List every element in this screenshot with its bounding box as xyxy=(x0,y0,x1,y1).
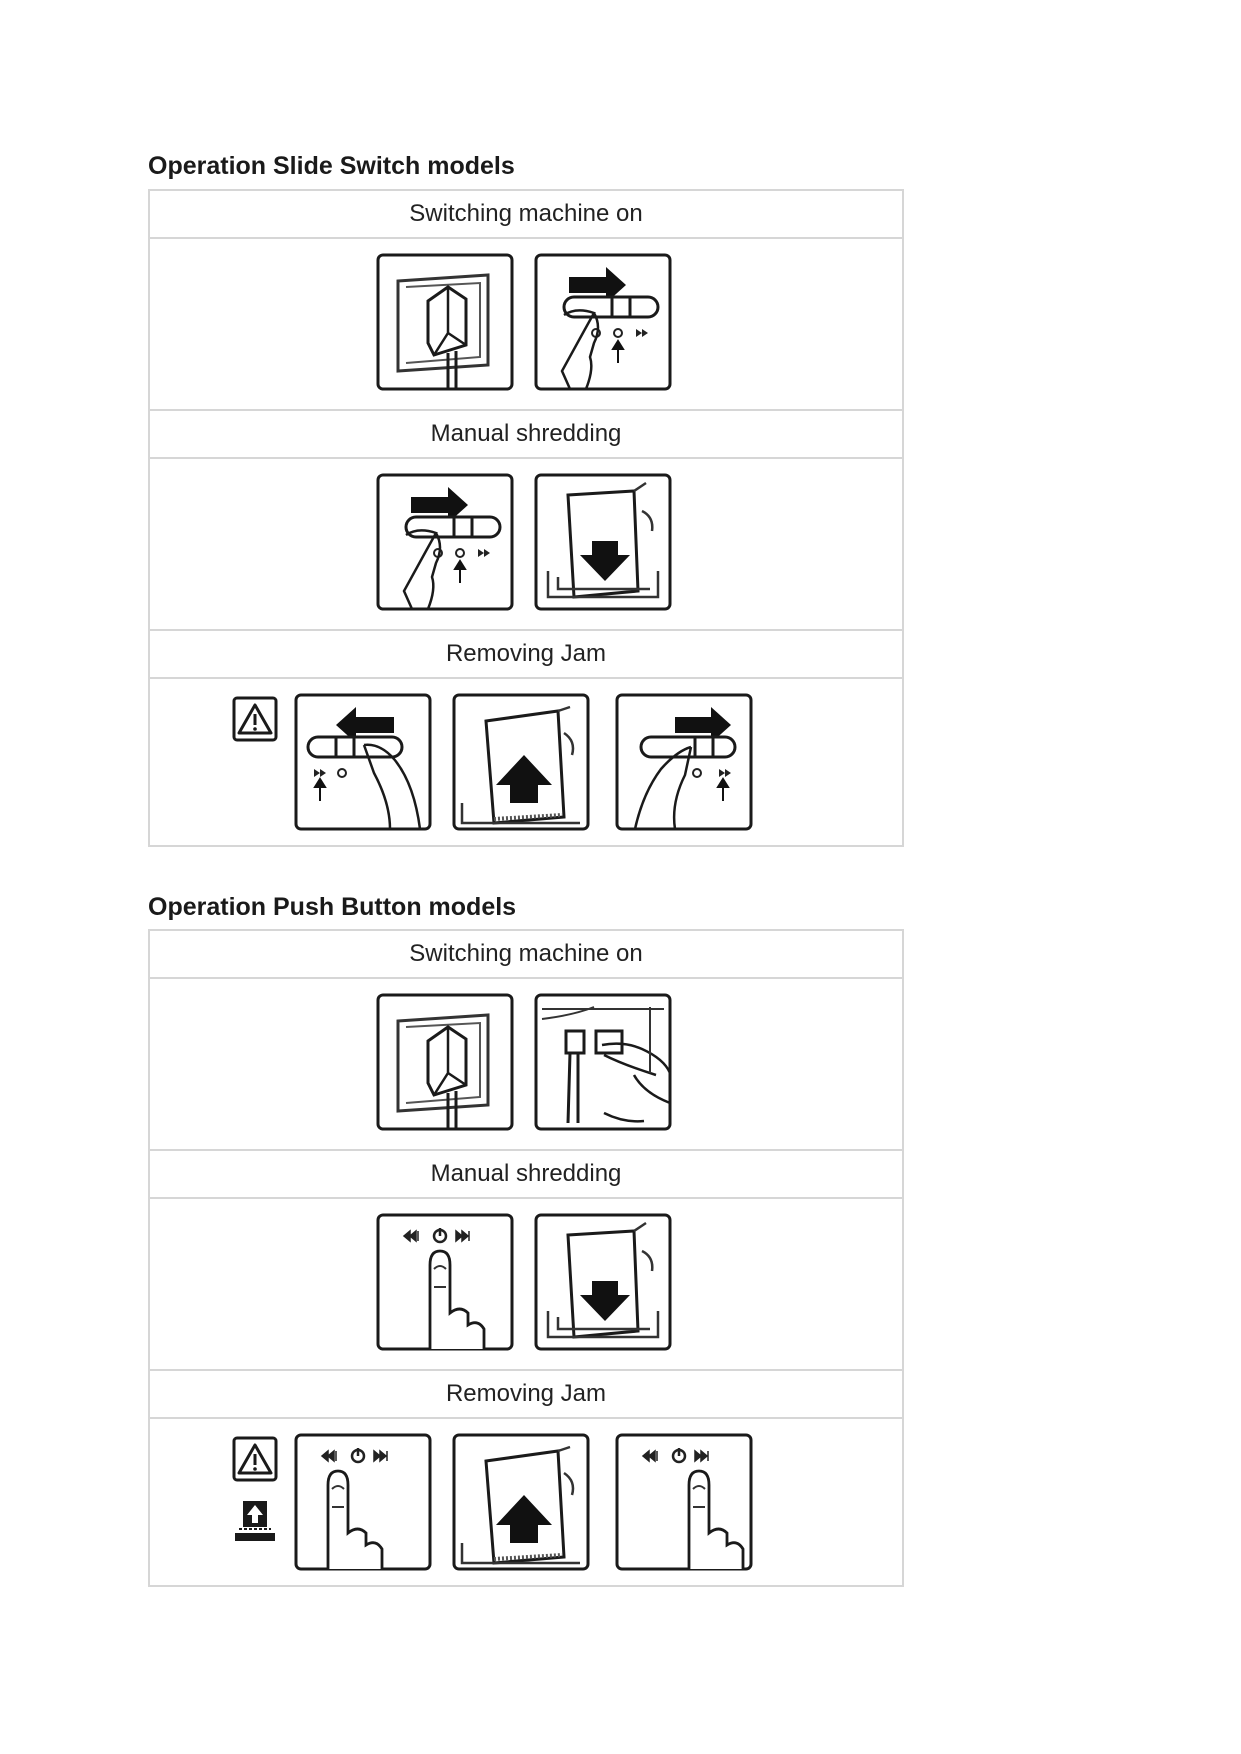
slide-jam-header: Removing Jam xyxy=(150,631,902,679)
slide-manual-row xyxy=(150,459,902,631)
slide-switch-left-icon xyxy=(294,693,432,831)
push-button-title: Operation Push Button models xyxy=(148,893,517,921)
push-button-icon xyxy=(376,1213,514,1351)
plug-in-icon xyxy=(376,253,514,391)
push-manual-header: Manual shredding xyxy=(150,1151,902,1199)
slide-switch-right-icon xyxy=(376,473,514,611)
warning-icon xyxy=(232,1436,278,1482)
push-jam-header: Removing Jam xyxy=(150,1371,902,1419)
paper-remove-icon xyxy=(452,1433,590,1571)
slide-switching-on-header: Switching machine on xyxy=(150,191,902,239)
power-connect-icon xyxy=(534,993,672,1131)
bin-full-icon xyxy=(235,1499,275,1543)
forward-button-icon xyxy=(615,1433,753,1571)
plug-in-icon xyxy=(376,993,514,1131)
reverse-button-icon xyxy=(294,1433,432,1571)
paper-insert-icon xyxy=(534,473,672,611)
push-jam-row xyxy=(150,1419,902,1589)
warning-icon xyxy=(232,696,278,742)
push-switching-on-row xyxy=(150,979,902,1151)
push-manual-row xyxy=(150,1199,902,1371)
push-button-table xyxy=(148,929,904,1587)
slide-switch-table xyxy=(148,189,904,847)
slide-switching-on-row xyxy=(150,239,902,411)
slide-jam-row xyxy=(150,679,902,849)
slide-switch-title: Operation Slide Switch models xyxy=(148,152,515,180)
push-switching-on-header: Switching machine on xyxy=(150,931,902,979)
paper-remove-icon xyxy=(452,693,590,831)
slide-manual-header: Manual shredding xyxy=(150,411,902,459)
slide-switch-right-icon xyxy=(534,253,672,391)
slide-switch-right-icon xyxy=(615,693,753,831)
paper-insert-icon xyxy=(534,1213,672,1351)
